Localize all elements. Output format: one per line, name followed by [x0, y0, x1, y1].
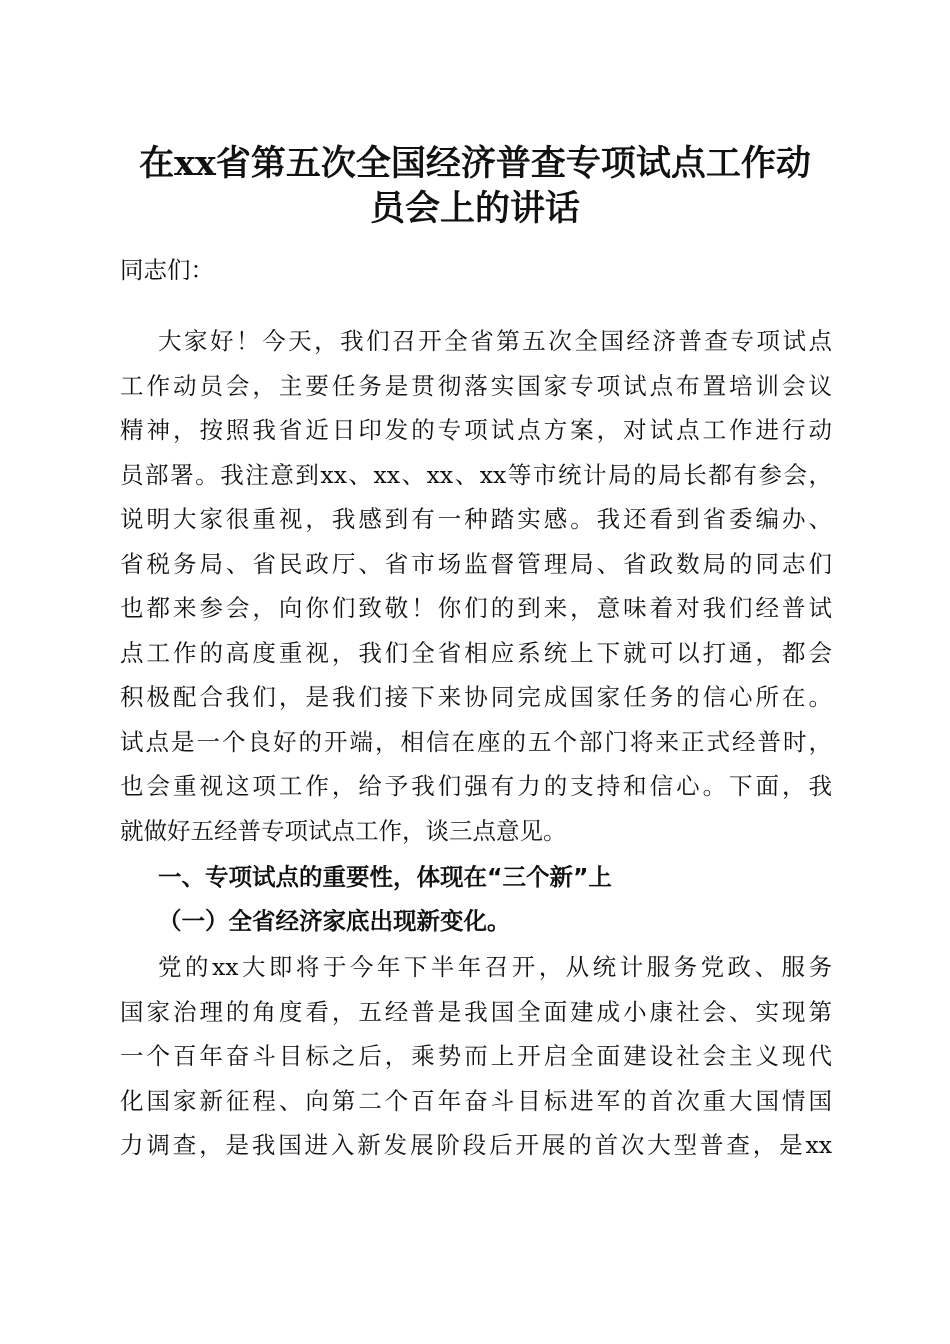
paragraph-line: 点工作的高度重视，我们全省相应系统上下就可以打通，都会	[120, 639, 832, 667]
paragraph-line: 也都来参会，向你们致敬！你们的到来，意味着对我们经普试	[120, 594, 832, 622]
document-title-line-1: 在xx省第五次全国经济普查专项试点工作动	[139, 143, 811, 184]
paragraph-line: 说明大家很重视，我感到有一种踏实感。我还看到省委编办、	[120, 505, 832, 533]
paragraph-line: 一个百年奋斗目标之后，乘势而上开启全面建设社会主义现代	[120, 1042, 832, 1070]
subsection-heading: （一）全省经济家底出现新变化。	[158, 907, 511, 935]
paragraph-line: 化国家新征程、向第二个百年奋斗目标进军的首次重大国情国	[120, 1087, 832, 1115]
paragraph-line: 积极配合我们，是我们接下来协同完成国家任务的信心所在。	[120, 683, 832, 711]
paragraph-line: 省税务局、省民政厅、省市场监督管理局、省政数局的同志们	[120, 550, 832, 578]
paragraph-line: 工作动员会，主要任务是贯彻落实国家专项试点布置培训会议	[120, 372, 832, 400]
paragraph-line: 员部署。我注意到xx、xx、xx、xx等市统计局的局长都有参会，	[120, 461, 832, 489]
paragraph-line: 国家治理的角度看，五经普是我国全面建成小康社会、实现第	[120, 998, 832, 1026]
paragraph-line: 大家好！今天，我们召开全省第五次全国经济普查专项试点	[158, 327, 832, 355]
paragraph-line: 也会重视这项工作，给予我们强有力的支持和信心。下面，我	[120, 772, 832, 800]
paragraph-line: 就做好五经普专项试点工作，谈三点意见。	[120, 817, 567, 845]
section-heading: 一、专项试点的重要性，体现在“三个新”上	[158, 863, 612, 891]
paragraph-line: 力调查，是我国进入新发展阶段后开展的首次大型普查，是xx	[120, 1131, 832, 1159]
document-title-line-2: 员会上的讲话	[369, 188, 580, 229]
paragraph-line: 精神，按照我省近日印发的专项试点方案，对试点工作进行动	[120, 416, 832, 444]
paragraph-line: 试点是一个良好的开端，相信在座的五个部门将来正式经普时，	[120, 728, 832, 756]
paragraph-line: 党的xx大即将于今年下半年召开，从统计服务党政、服务	[158, 953, 832, 981]
salutation: 同志们：	[120, 256, 214, 284]
